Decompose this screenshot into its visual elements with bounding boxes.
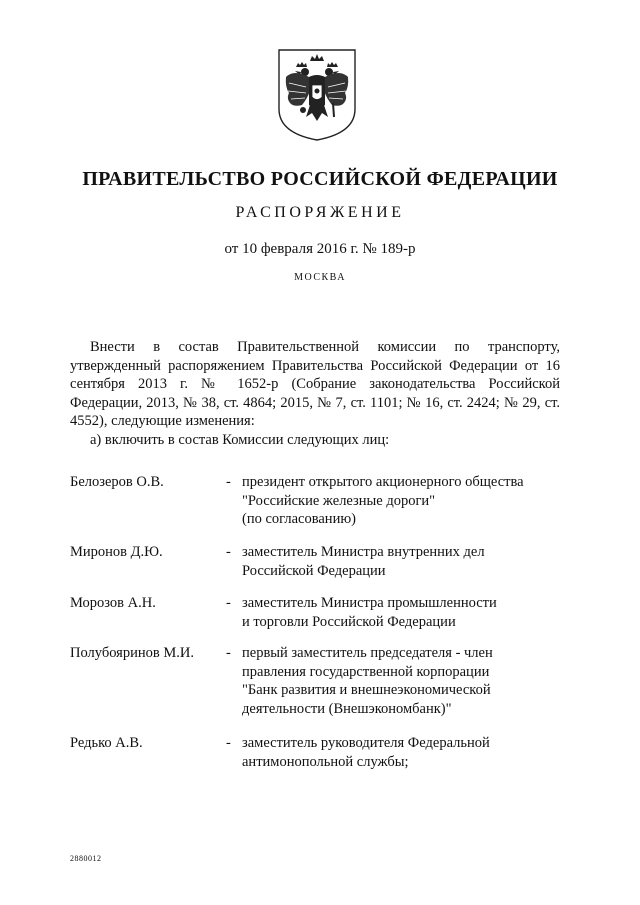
role-line: первый заместитель председателя - член xyxy=(242,645,493,661)
intro-paragraph: Внести в состав Правительственной комиссии по транспорту, утвержденный распоряжением Правительства Российской Федерации от 16 сентября 2013 г. № 1652-р (Собрание законодательства Российской Федерации, 2013, № 38, ст. 4864; 2015, № 7, ст. 1101; № 16, ст. 2424; № 29, ст. 4552), следующие изменения: xyxy=(70,339,560,429)
role-line: заместитель руководителя Федеральной xyxy=(242,735,490,751)
item-a: а) включить в состав Комиссии следующих лиц: xyxy=(90,431,390,448)
russian-coat-of-arms-icon xyxy=(276,47,358,143)
role-line: антимонопольной службы; xyxy=(242,753,409,770)
document-code: 2880012 xyxy=(70,854,102,863)
role-line: заместитель Министра внутренних дел xyxy=(242,544,485,560)
role-line: "Российские железные дороги" xyxy=(242,492,436,509)
role-line: и торговли Российской Федерации xyxy=(242,613,456,630)
member-dash: - xyxy=(226,474,231,490)
member-role xyxy=(242,734,552,771)
member-name: Белозеров О.В. xyxy=(70,474,164,490)
member-role xyxy=(242,594,552,631)
member-role xyxy=(242,473,552,529)
member-dash: - xyxy=(226,645,231,661)
role-line: Российской Федерации xyxy=(242,562,386,579)
order-text xyxy=(70,338,560,449)
member-dash: - xyxy=(226,735,231,751)
member-name: Редько А.В. xyxy=(70,735,143,751)
member-name: Миронов Д.Ю. xyxy=(70,544,163,560)
member-role xyxy=(242,644,552,718)
member-dash: - xyxy=(226,595,231,611)
government-title: ПРАВИТЕЛЬСТВО РОССИЙСКОЙ ФЕДЕРАЦИИ xyxy=(82,168,558,190)
document-date-number: от 10 февраля 2016 г. № 189-р xyxy=(224,241,416,257)
member-name: Морозов А.Н. xyxy=(70,595,156,611)
role-line: (по согласованию) xyxy=(242,511,356,527)
role-line: деятельности (Внешэкономбанк)" xyxy=(242,700,452,717)
role-line: заместитель Министра промышленности xyxy=(242,595,497,611)
role-line: правления государственной корпорации xyxy=(242,663,490,680)
role-line: президент открытого акционерного общества xyxy=(242,474,524,490)
role-line: "Банк развития и внешнеэкономической xyxy=(242,682,491,698)
member-role xyxy=(242,543,552,580)
document-type: РАСПОРЯЖЕНИЕ xyxy=(235,204,405,221)
member-name: Полубояринов М.И. xyxy=(70,645,194,661)
member-dash: - xyxy=(226,544,231,560)
document-city: МОСКВА xyxy=(294,272,346,283)
